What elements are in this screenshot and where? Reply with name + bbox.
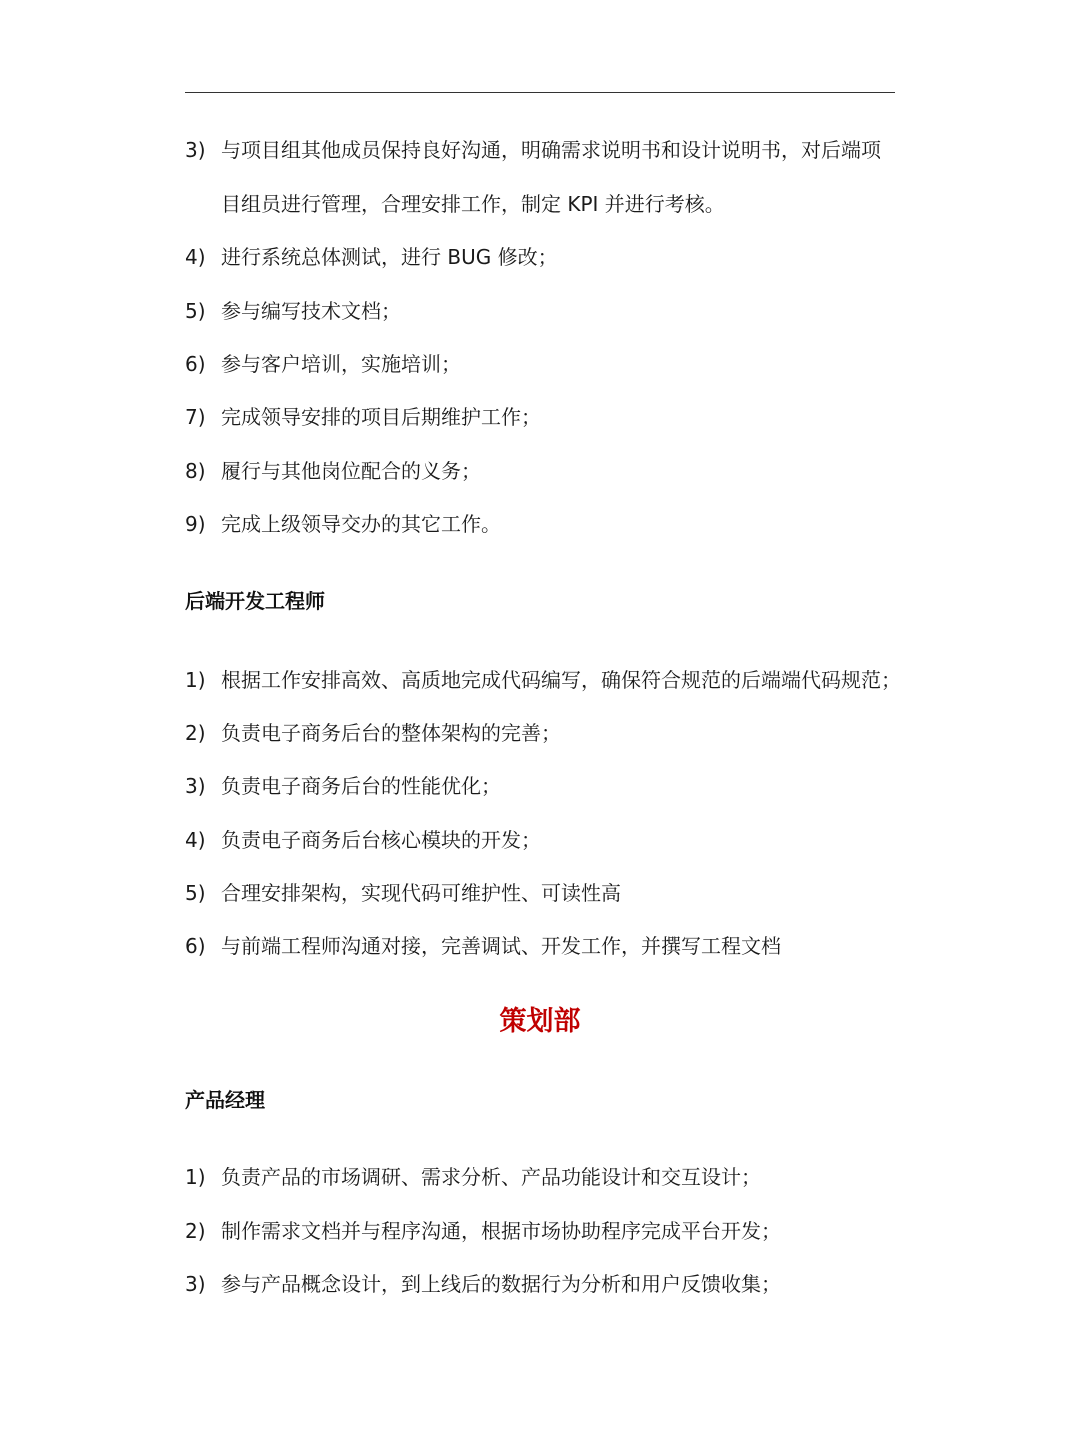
item-text: 负责电子商务后台核心模块的开发； <box>221 828 541 852</box>
item-number: 4) <box>185 828 206 852</box>
section-heading: 产品经理 <box>185 1088 265 1112</box>
list-item <box>185 666 901 694</box>
list-item <box>185 510 501 538</box>
item-text: 制作需求文档并与程序沟通，根据市场协助程序完成平台开发； <box>221 1219 781 1243</box>
item-number: 1) <box>185 1165 206 1189</box>
list-item <box>185 772 501 800</box>
header-rule <box>185 92 895 93</box>
list-item <box>185 1270 781 1298</box>
item-text: 参与编写技术文档； <box>221 299 401 323</box>
department-title: 策划部 <box>499 1006 581 1037</box>
list-item-continuation: 目组员进行管理，合理安排工作，制定 KPI 并进行考核。 <box>221 192 725 216</box>
item-number: 7) <box>185 405 206 429</box>
list-item <box>185 1163 761 1191</box>
item-number: 6) <box>185 352 206 376</box>
item-number: 3) <box>185 1272 206 1296</box>
list-item <box>185 826 541 854</box>
item-number: 6) <box>185 934 206 958</box>
item-number: 8) <box>185 459 206 483</box>
item-text: 进行系统总体测试，进行 BUG 修改； <box>221 245 558 269</box>
list-item <box>185 350 461 378</box>
item-text: 负责电子商务后台的性能优化； <box>221 774 501 798</box>
list-item <box>185 932 781 960</box>
list-item <box>185 457 481 485</box>
item-text: 负责产品的市场调研、需求分析、产品功能设计和交互设计； <box>221 1165 761 1189</box>
item-number: 3) <box>185 138 206 162</box>
item-number: 3) <box>185 774 206 798</box>
item-text: 合理安排架构，实现代码可维护性、可读性高 <box>221 881 621 905</box>
list-item <box>185 403 541 431</box>
item-number: 4) <box>185 245 206 269</box>
item-text: 完成上级领导交办的其它工作。 <box>221 512 501 536</box>
item-text: 根据工作安排高效、高质地完成代码编写，确保符合规范的后端端代码规范； <box>221 668 901 692</box>
item-text: 与项目组其他成员保持良好沟通，明确需求说明书和设计说明书，对后端项 <box>221 138 881 162</box>
item-text: 参与客户培训，实施培训； <box>221 352 461 376</box>
item-text: 负责电子商务后台的整体架构的完善； <box>221 721 561 745</box>
item-number: 5) <box>185 299 206 323</box>
item-number: 1) <box>185 668 206 692</box>
list-item <box>185 136 881 164</box>
item-text: 参与产品概念设计，到上线后的数据行为分析和用户反馈收集； <box>221 1272 781 1296</box>
list-item <box>185 243 558 271</box>
item-number: 5) <box>185 881 206 905</box>
list-item <box>185 879 621 907</box>
list-item <box>185 1217 781 1245</box>
section-heading: 后端开发工程师 <box>185 589 325 613</box>
item-text: 履行与其他岗位配合的义务； <box>221 459 481 483</box>
item-number: 9) <box>185 512 206 536</box>
item-number: 2) <box>185 1219 206 1243</box>
list-item <box>185 719 561 747</box>
item-number: 2) <box>185 721 206 745</box>
item-text: 完成领导安排的项目后期维护工作； <box>221 405 541 429</box>
item-text: 与前端工程师沟通对接，完善调试、开发工作，并撰写工程文档 <box>221 934 781 958</box>
list-item <box>185 297 401 325</box>
